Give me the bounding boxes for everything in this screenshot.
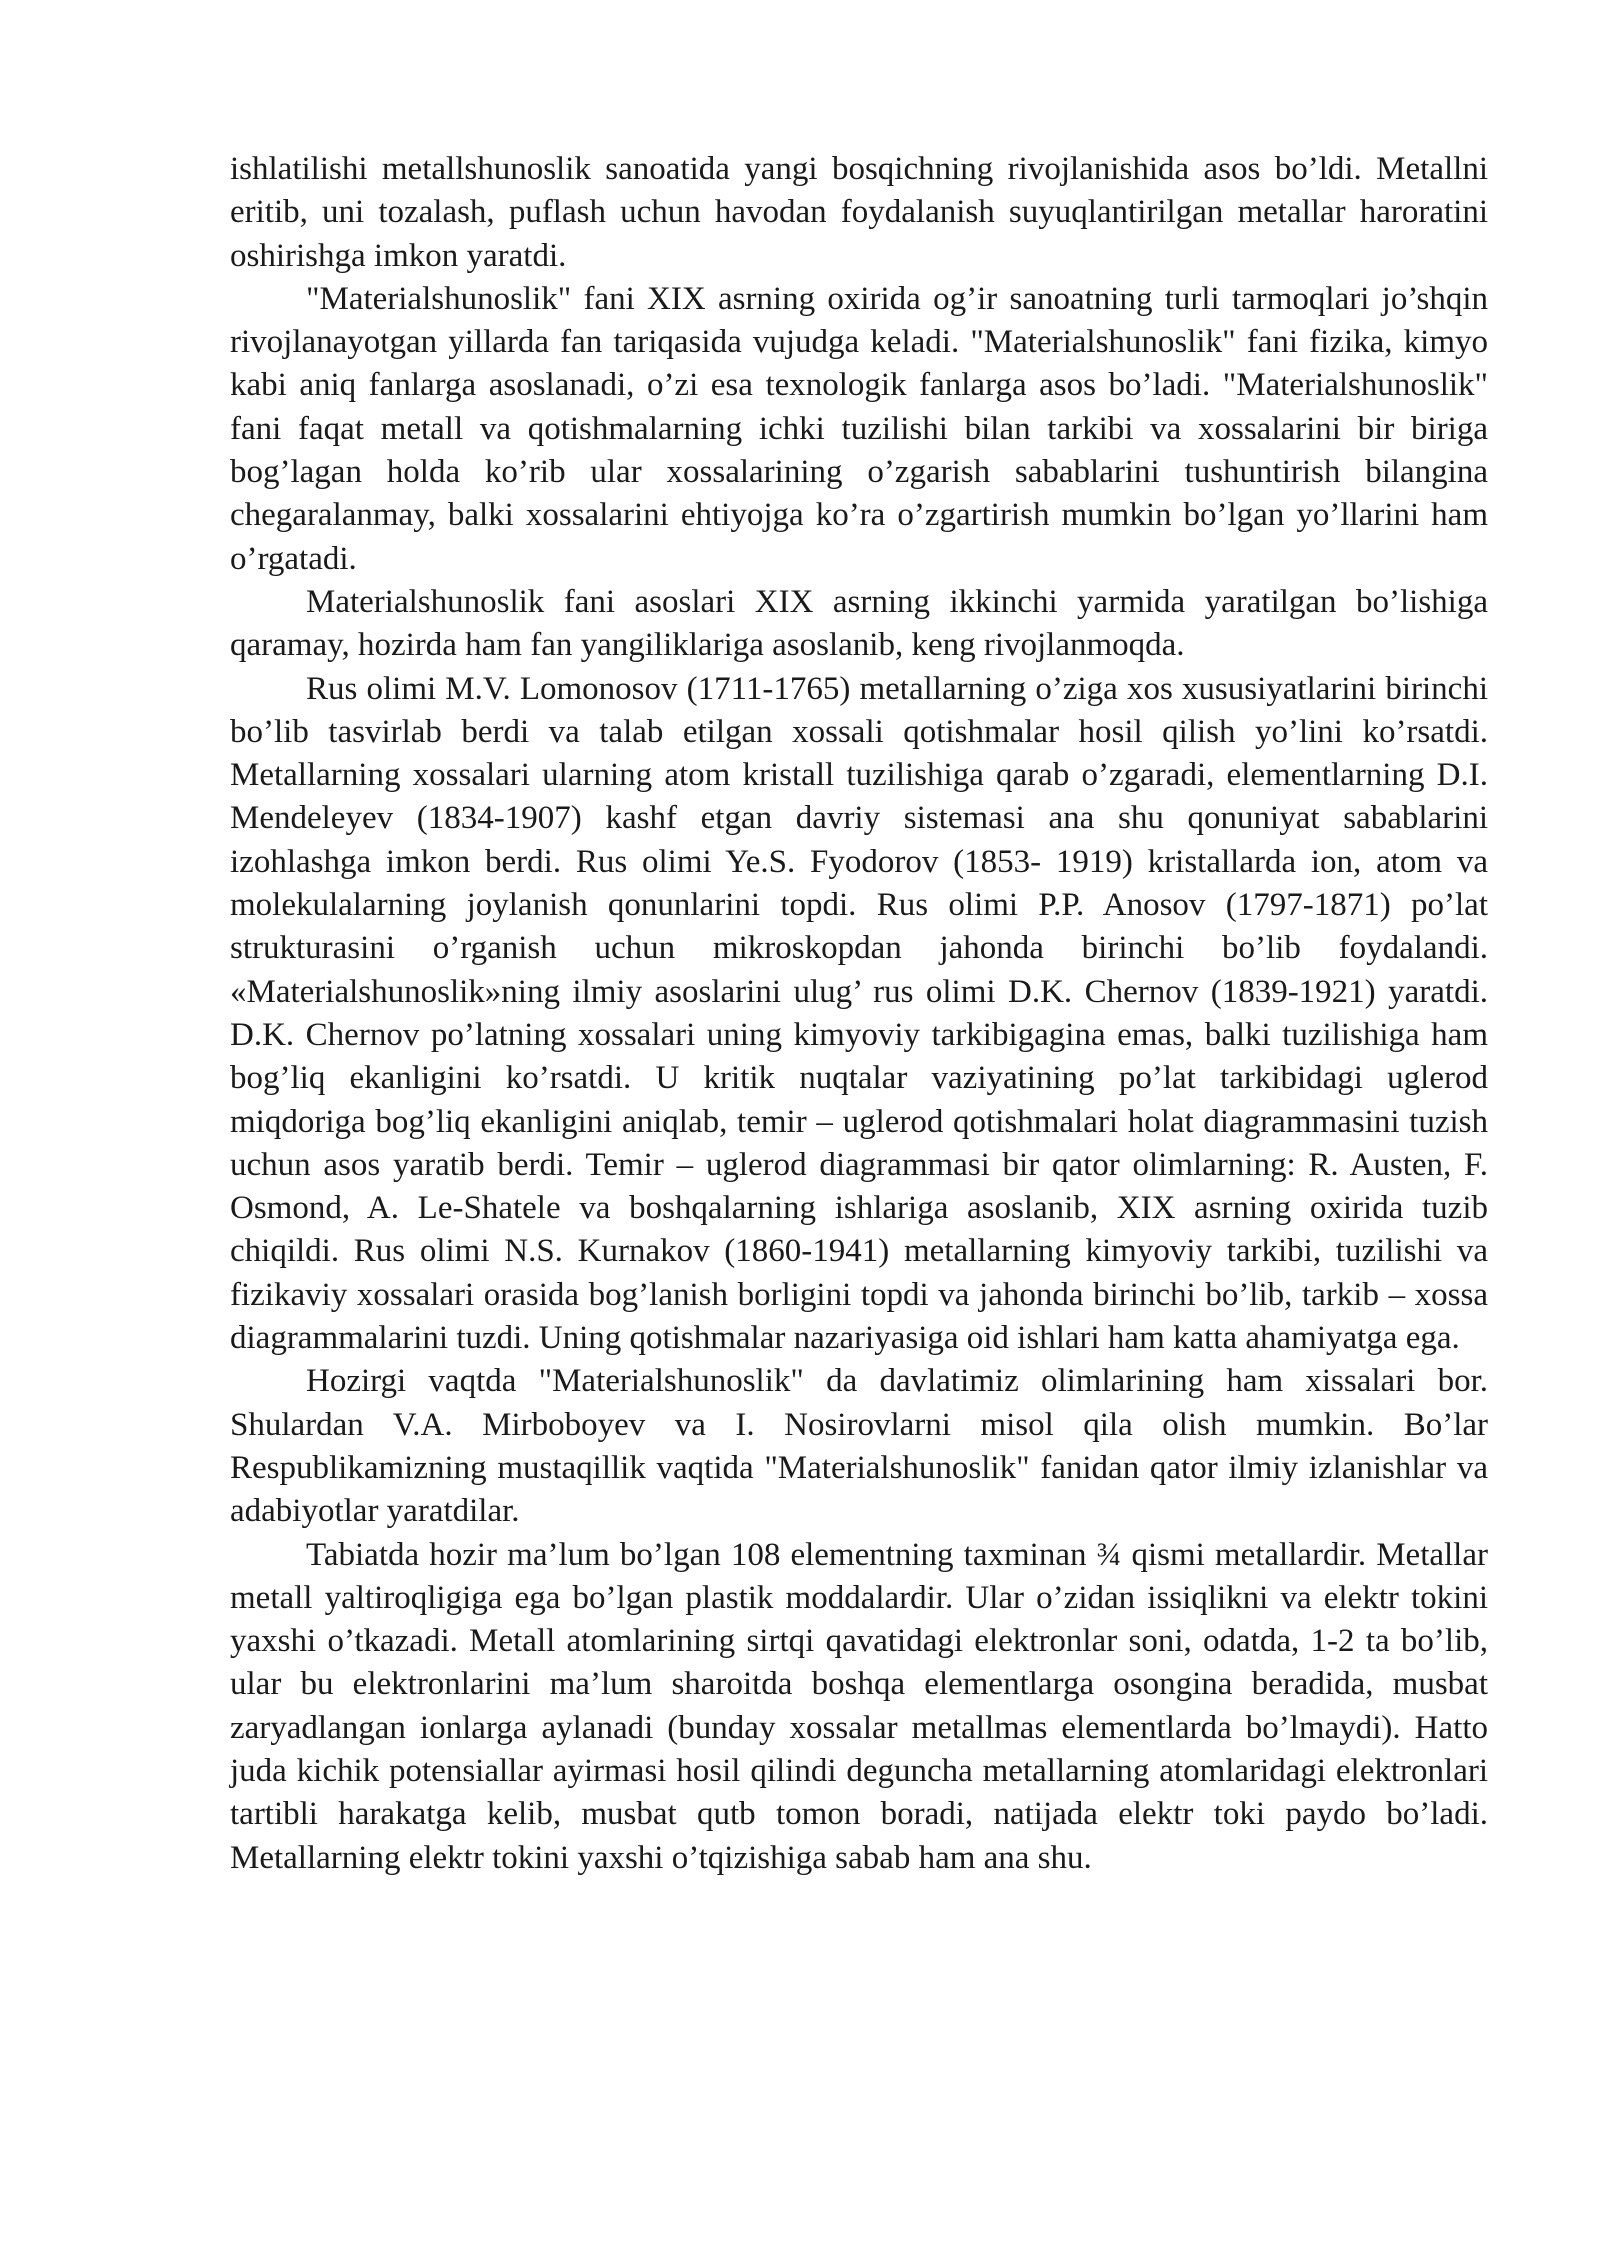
paragraph-foundations: Materialshunoslik fani asoslari XIX asrning ikkinchi yarmida yaratilgan bo’lishiga qaramay, hozirda ham fan yangiliklariga asoslanib, keng rivojlanmoqda. bbox=[230, 583, 1488, 664]
document-page bbox=[230, 148, 1488, 1880]
paragraph-materialshunoslik-origin: "Materialshunoslik" fani XIX asrning oxirida og’ir sanoatning turli tarmoqlari jo’shqin rivojlanayotgan yillarda fan tariqasida vujudga keladi. "Materialshunoslik" fani fizika, kimyo kabi aniq fanlarga asoslanadi, o’zi esa texnologik fanlarga asos bo’ladi. "Materialshunoslik" fani faqat metall va qotishmalarning ichki tuzilishi bilan tarkibi va xossalarini bir biriga bog’lagan holda ko’rib ular xossalarining o’zgarish sabablarini tushuntirish bilangina chegaralanmay, balki xossalarini ehtiyojga ko’ra o’zgartirish mumkin bo’lgan yo’llarini ham o’rgatadi. bbox=[230, 280, 1488, 577]
paragraph-metals-properties: Tabiatda hozir ma’lum bo’lgan 108 elementning taxminan ¾ qismi metallardir. Metallar metall yaltiroqligiga ega bo’lgan plastik moddalardir. Ular o’zidan issiqlikni va elektr tokini yaxshi o’tkazadi. Metall atomlarining sirtqi qavatidagi elektronlar soni, odatda, 1-2 ta bo’lib, ular bu elektronlarini ma’lum sharoitda boshqa elementlarga osongina beradida, musbat zaryadlangan ionlarga aylanadi (bunday xossalar metallmas elementlarda bo’lmaydi). Hatto juda kichik potensiallar ayirmasi hosil qilindi deguncha metallarning atomlaridagi elektronlari tartibli harakatga kelib, musbat qutb tomon boradi, natijada elektr toki paydo bo’ladi. Metallarning elektr tokini yaxshi o’tqizishiga sabab ham ana shu. bbox=[230, 1536, 1488, 1876]
paragraph-uzbek-scientists: Hozirgi vaqtda "Materialshunoslik" da davlatimiz olimlarining ham xissalari bor. Shulardan V.A. Mirboboyev va I. Nosirovlarni misol qila olish mumkin. Bo’lar Respublikamizning mustaqillik vaqtida "Materialshunoslik" fanidan qator ilmiy izlanishlar va adabiyotlar yaratdilar. bbox=[230, 1363, 1488, 1530]
paragraph-continuation: ishlatilishi metallshunoslik sanoatida yangi bosqichning rivojlanishida asos bo’ldi. Metallni eritib, uni tozalash, puflash uchun havodan foydalanish suyuqlantirilgan metallar haroratini oshirishga imkon yaratdi. bbox=[230, 151, 1488, 274]
paragraph-russian-scientists: Rus olimi M.V. Lomonosov (1711-1765) metallarning o’ziga xos xususiyatlarini birinchi bo’lib tasvirlab berdi va talab etilgan xossali qotishmalar hosil qilish yo’lini ko’rsatdi. Metallarning xossalari ularning atom kristall tuzilishiga qarab o’zgaradi, elementlarning D.I. Mendeleyev (1834-1907) kashf etgan davriy sistemasi ana shu qonuniyat sabablarini izohlashga imkon berdi. Rus olimi Ye.S. Fyodorov (1853- 1919) kristallarda ion, atom va molekulalarning joylanish qonunlarini topdi. Rus olimi P.P. Anosov (1797-1871) po’lat strukturasini o’rganish uchun mikroskopdan jahonda birinchi bo’lib foydalandi. «Materialshunoslik»ning ilmiy asoslarini ulug’ rus olimi D.K. Chernov (1839-1921) yaratdi. D.K. Chernov po’latning xossalari uning kimyoviy tarkibigagina emas, balki tuzilishiga ham bog’liq ekanligini ko’rsatdi. U kritik nuqtalar vaziyatining po’lat tarkibidagi uglerod miqdoriga bog’liq ekanligini aniqlab, temir – uglerod qotishmalari holat diagrammasini tuzish uchun asos yaratib berdi. Temir – uglerod diagrammasi bir qator olimlarning: R. Austen, F. Osmond, A. Le-Shatele va boshqalarning ishlariga asoslanib, XIX asrning oxirida tuzib chiqildi. Rus olimi N.S. Kurnakov (1860-1941) metallarning kimyoviy tarkibi, tuzilishi va fizikaviy xossalari orasida bog’lanish borligini topdi va jahonda birinchi bo’lib, tarkib – xossa diagrammalarini tuzdi. Uning qotishmalar nazariyasiga oid ishlari ham katta ahamiyatga ega. bbox=[230, 670, 1488, 1357]
